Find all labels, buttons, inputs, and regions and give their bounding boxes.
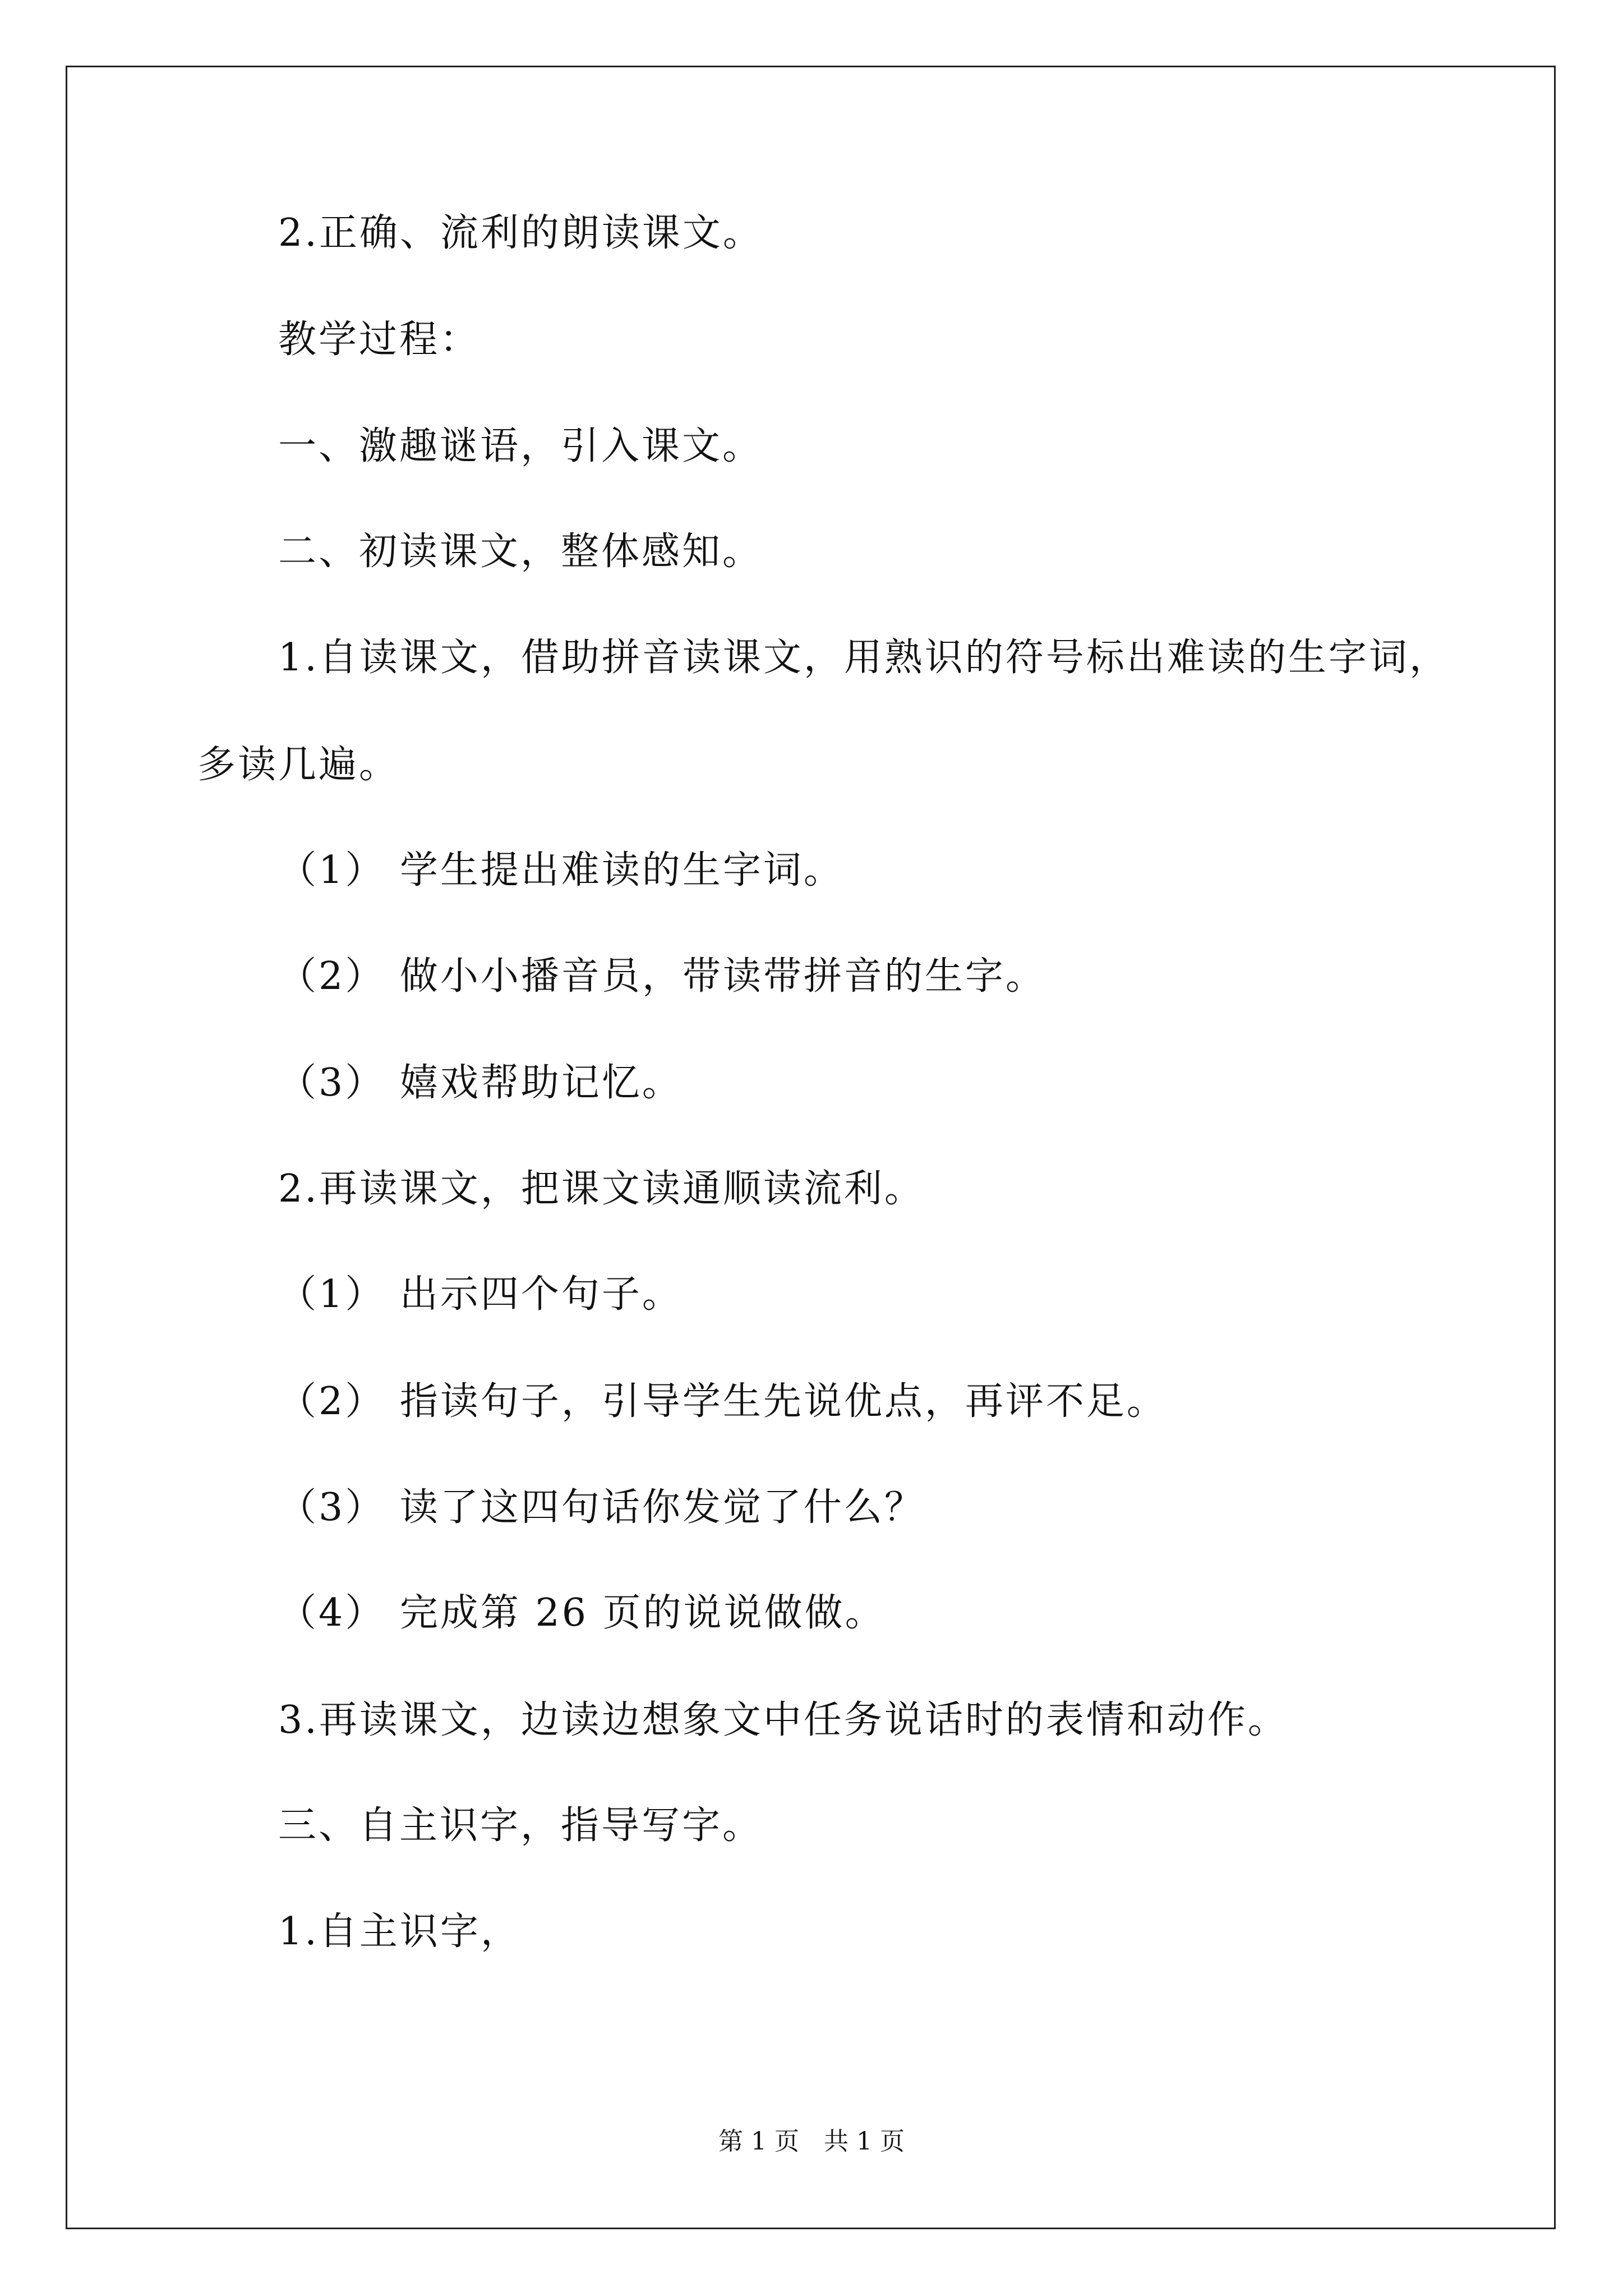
- text-line: （4） 完成第 26 页的说说做做。: [278, 1591, 886, 1635]
- page-border: [66, 66, 1556, 2229]
- page-footer: 第 1 页 共 1 页: [718, 2127, 905, 2156]
- text-line: 1.自读课文，借助拼音读课文，用熟识的符号标出难读的生字词，: [278, 636, 1450, 680]
- text-line: 二、初读课文，整体感知。: [278, 530, 763, 574]
- text-line: 2.再读课文，把课文读通顺读流利。: [278, 1167, 925, 1211]
- text-line: 一、激趣谜语，引入课文。: [278, 424, 763, 468]
- text-line: （1） 出示四个句子。: [278, 1272, 683, 1317]
- text-line: 教学过程：: [278, 318, 481, 362]
- text-line: （1） 学生提出难读的生字词。: [278, 848, 844, 892]
- text-line: 3.再读课文，边读边想象文中任务说话时的表情和动作。: [278, 1698, 1288, 1742]
- text-line: 三、自主识字，指导写字。: [278, 1803, 763, 1848]
- text-line: （3） 嬉戏帮助记忆。: [278, 1061, 683, 1105]
- text-line: （3） 读了这四句话你发觉了什么？: [278, 1485, 925, 1530]
- text-line: （2） 指读句子，引导学生先说优点，再评不足。: [278, 1379, 1167, 1424]
- text-line: 1.自主识字，: [278, 1910, 521, 1954]
- text-line: 多读几遍。: [197, 743, 400, 787]
- text-line: 2.正确、流利的朗读课文。: [278, 211, 763, 255]
- text-line: （2） 做小小播音员，带读带拼音的生字。: [278, 954, 1046, 999]
